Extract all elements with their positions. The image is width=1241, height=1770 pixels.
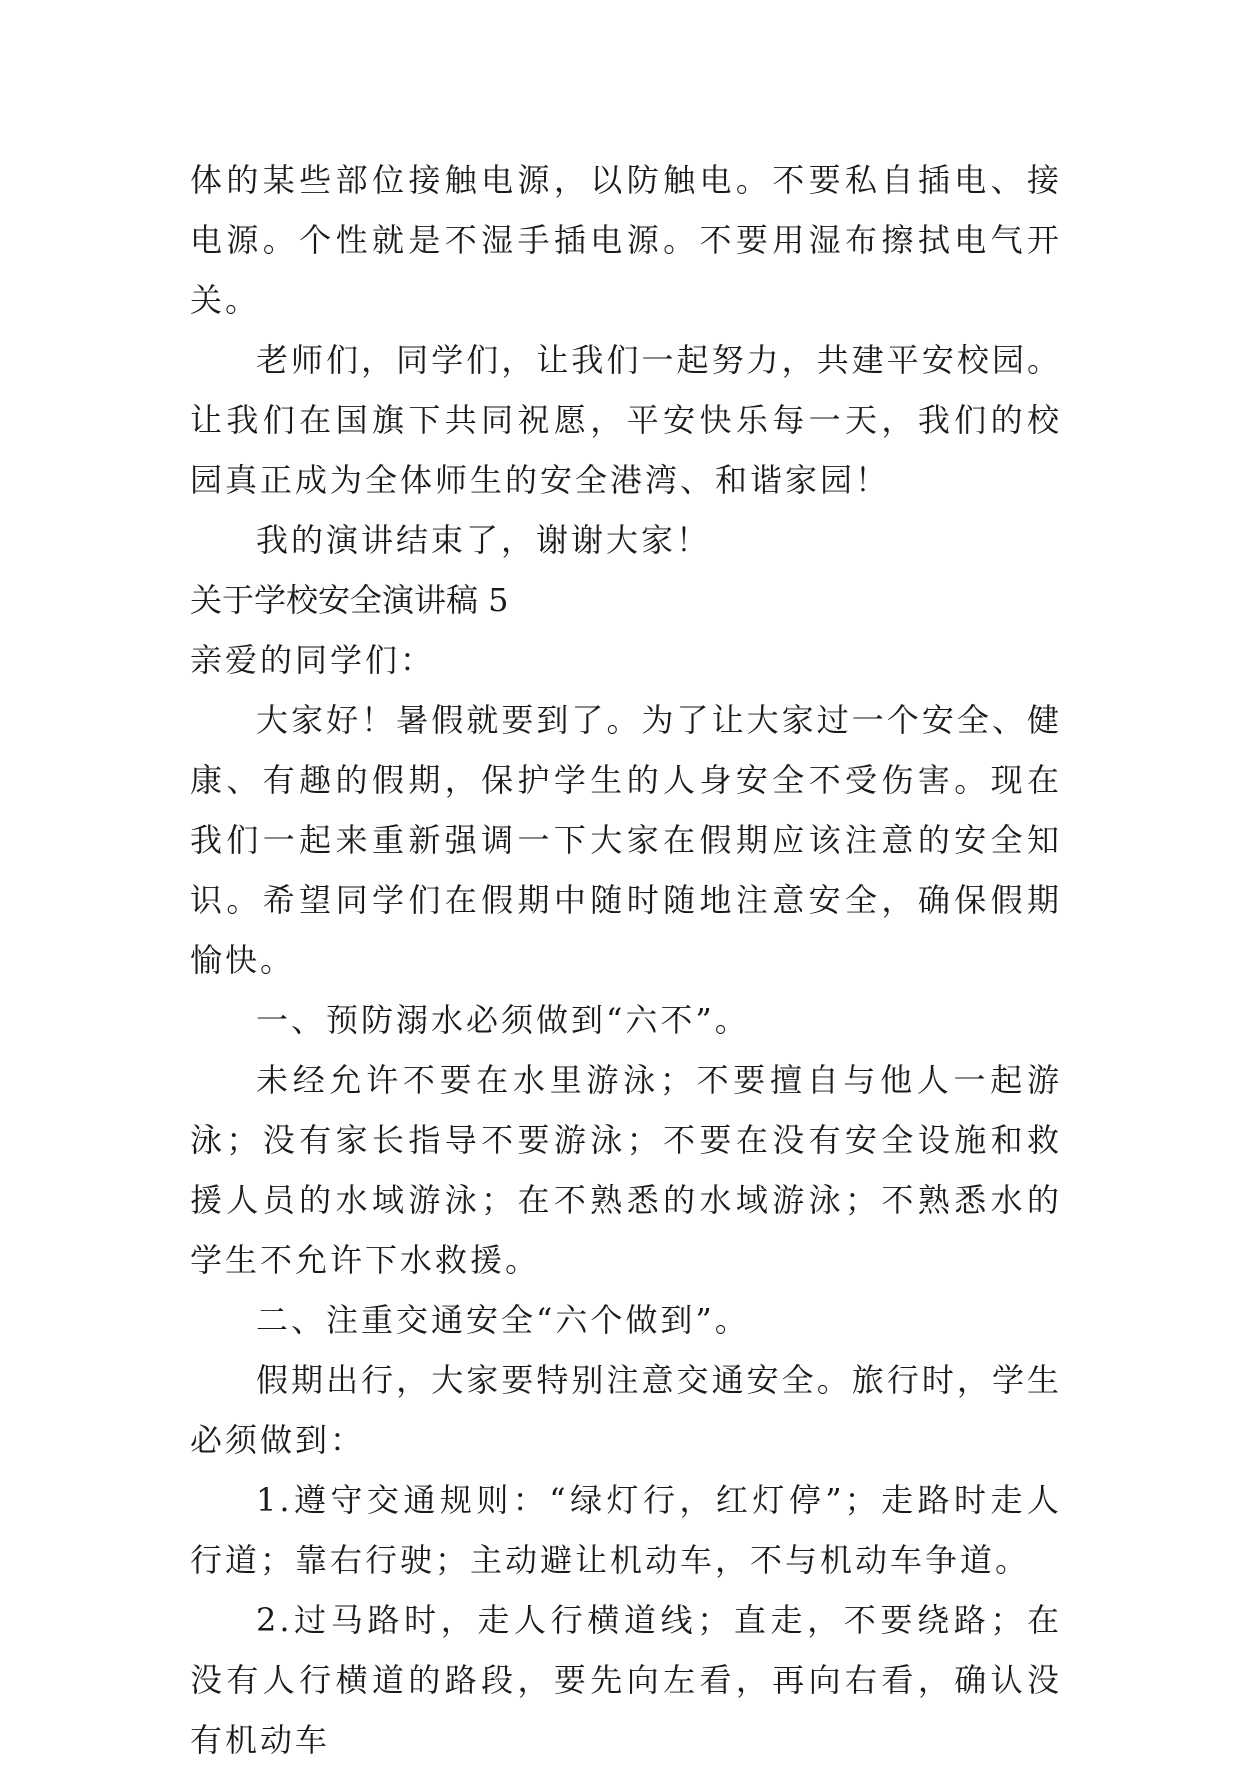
paragraph: 老师们，同学们，让我们一起努力，共建平安校园。让我们在国旗下共同祝愿，平安快乐每一天，我们的校园真正成为全体师生的安全港湾、和谐家园！ <box>190 341 1062 499</box>
section-heading: 关于学校安全演讲稿 5 <box>190 581 509 619</box>
paragraph: 大家好！暑假就要到了。为了让大家过一个安全、健康、有趣的假期，保护学生的人身安全不受伤害。现在我们一起来重新强调一下大家在假期应该注意的安全知识。希望同学们在假期中随时随地注意安全，确保假期愉快。 <box>190 701 1062 979</box>
subheading: 二、注重交通安全“六个做到”。 <box>256 1301 750 1339</box>
paragraph: 假期出行，大家要特别注意交通安全。旅行时，学生必须做到： <box>190 1361 1062 1459</box>
paragraph: 未经允许不要在水里游泳；不要擅自与他人一起游泳；没有家长指导不要游泳；不要在没有安全设施和救援人员的水域游泳；在不熟悉的水域游泳；不熟悉水的学生不允许下水救援。 <box>190 1061 1062 1279</box>
document-page <box>190 150 1062 1770</box>
subheading: 一、预防溺水必须做到“六不”。 <box>256 1001 750 1039</box>
paragraph: 体的某些部位接触电源，以防触电。不要私自插电、接电源。个性就是不湿手插电源。不要用湿布擦拭电气开关。 <box>190 161 1062 319</box>
paragraph: 我的演讲结束了，谢谢大家！ <box>256 521 712 559</box>
list-item: 2.过马路时，走人行横道线；直走，不要绕路；在没有人行横道的路段，要先向左看，再向右看，确认没有机动车 <box>190 1601 1062 1759</box>
salutation: 亲爱的同学们： <box>190 641 436 679</box>
list-item: 1.遵守交通规则：“绿灯行，红灯停”；走路时走人行道；靠右行驶；主动避让机动车，不与机动车争道。 <box>190 1481 1062 1579</box>
